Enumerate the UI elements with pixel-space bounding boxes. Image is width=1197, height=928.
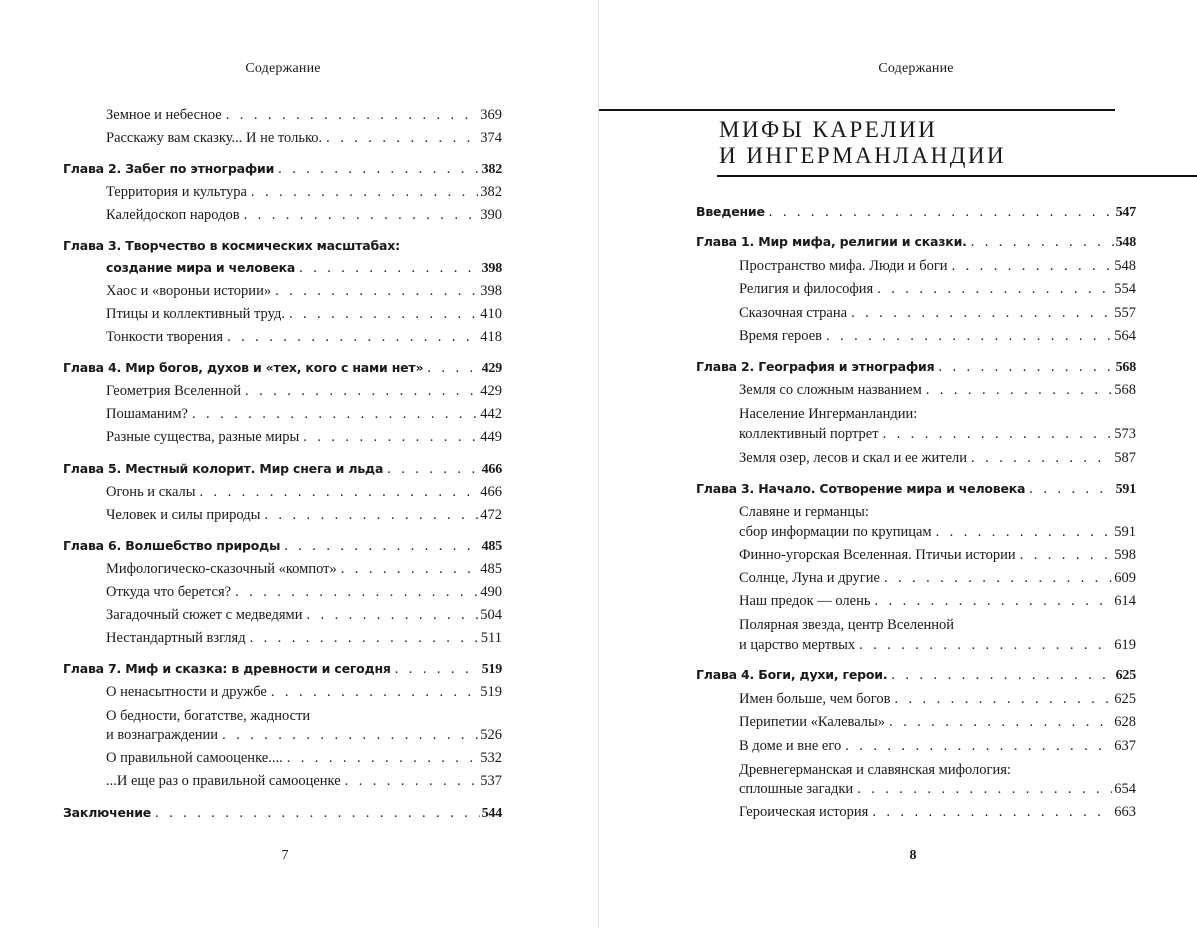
toc-entry[interactable] [106, 684, 502, 706]
toc-page-number: 511 [480, 630, 502, 646]
toc-chapter-title: Глава 1. Мир мифа, религии и сказки. [696, 234, 967, 249]
toc-entry[interactable] [106, 584, 502, 606]
toc-chapter-title: Глава 6. Волшебство природы [63, 538, 281, 553]
leader-dots [345, 773, 479, 790]
page-number: 8 [909, 848, 917, 863]
leader-dots [826, 328, 1112, 345]
leader-dots [287, 750, 479, 767]
toc-entry-title: Религия и философия [739, 281, 874, 297]
toc-chapter-title-continuation: создание мира и человека [106, 260, 296, 275]
toc-entry-title: Солнце, Луна и другие [739, 570, 880, 586]
toc-page-number: 485 [480, 561, 502, 577]
toc-page-number: 398 [480, 283, 502, 299]
toc-entry-title: Финно-угорская Вселенная. Птичьи истории [739, 547, 1016, 563]
toc-entry[interactable] [739, 281, 1136, 303]
leader-dots [884, 570, 1112, 587]
toc-entry-title-continuation: и царство мертвых [739, 637, 856, 653]
toc-page-number: 637 [1114, 738, 1136, 754]
toc-entry[interactable] [739, 637, 1136, 659]
toc-page-number: 544 [481, 806, 502, 821]
toc-entry[interactable] [739, 738, 1136, 760]
toc-chapter-title: Глава 2. География и этнография [696, 359, 935, 374]
page-number: 7 [281, 848, 289, 863]
leader-dots [200, 484, 479, 501]
leader-dots [250, 630, 479, 647]
leader-dots [859, 637, 1112, 654]
toc-page-number: 547 [1115, 205, 1136, 220]
toc-page-number: 519 [481, 662, 502, 677]
toc-chapter-entry[interactable] [696, 234, 1136, 256]
toc-page-number: 557 [1114, 305, 1136, 321]
toc-entry-title: Пошаманим? [106, 406, 188, 422]
toc-chapter-title: Глава 2. Забег по этнографии [63, 161, 275, 176]
toc-entry[interactable] [106, 507, 502, 529]
toc-page-number: 390 [480, 207, 502, 223]
leader-dots [894, 691, 1112, 708]
leader-dots [889, 714, 1112, 731]
toc-entry-title: Время героев [739, 328, 822, 344]
toc-page-number: 418 [480, 329, 502, 345]
toc-entry-title: Имен больше, чем богов [739, 691, 891, 707]
toc-page-number: 548 [1115, 235, 1136, 250]
toc-entry-title: Хаос и «вороньи истории» [106, 283, 272, 299]
toc-entry-title: Геометрия Вселенной [106, 383, 242, 399]
toc-entry[interactable] [106, 561, 502, 583]
title-rule-top [599, 109, 1115, 111]
leader-dots [874, 593, 1112, 610]
toc-entry-title: Расскажу вам сказку... И не только. [106, 130, 323, 146]
toc-entry[interactable] [739, 804, 1136, 826]
toc-page-number: 382 [480, 184, 502, 200]
leader-dots [877, 281, 1112, 298]
toc-entry-title[interactable]: О бедности, богатстве, жадности [106, 708, 311, 724]
toc-entry[interactable] [106, 329, 502, 351]
toc-chapter-entry[interactable] [63, 161, 502, 183]
toc-entry-title: Разные существа, разные миры [106, 429, 300, 445]
toc-entry[interactable] [106, 383, 502, 405]
toc-chapter-entry[interactable] [106, 260, 502, 282]
toc-entry[interactable] [739, 426, 1136, 448]
toc-entry[interactable] [106, 727, 502, 749]
leader-dots [264, 507, 478, 524]
leader-dots [155, 805, 480, 822]
toc-entry-title-continuation: коллективный портрет [739, 426, 879, 442]
toc-entry[interactable] [739, 593, 1136, 615]
leader-dots [299, 260, 479, 277]
toc-entry-title: Сказочная страна [739, 305, 848, 321]
toc-page-number: 609 [1114, 570, 1136, 586]
leader-dots [289, 306, 478, 323]
toc-page-number: 504 [480, 607, 502, 623]
toc-entry-title: О ненасытности и дружбе [106, 684, 267, 700]
book-title-line-1: МИФЫ КАРЕЛИИ [719, 117, 938, 142]
toc-entry-title-continuation: и вознаграждении [106, 727, 219, 743]
toc-chapter-entry[interactable] [696, 204, 1136, 226]
toc-chapter-entry[interactable] [63, 461, 502, 483]
leader-dots [1029, 481, 1113, 498]
right-page [599, 0, 1197, 928]
toc-entry-title: Земное и небесное [106, 107, 222, 123]
toc-chapter-entry[interactable] [63, 538, 502, 560]
toc-entry[interactable] [739, 547, 1136, 569]
toc-page-number: 568 [1114, 382, 1136, 398]
toc-page-number: 429 [480, 383, 502, 399]
leader-dots [284, 538, 479, 555]
leader-dots [307, 607, 479, 624]
leader-dots [275, 283, 478, 300]
leader-dots [235, 584, 478, 601]
toc-chapter-entry[interactable] [63, 661, 502, 683]
toc-entry-title: Человек и силы природы [106, 507, 261, 523]
toc-entry-title: Героическая история [739, 804, 869, 820]
toc-chapter-title: Глава 5. Местный колорит. Мир снега и льда [63, 461, 384, 476]
leader-dots [926, 382, 1113, 399]
toc-entry-title-continuation: сбор информации по крупицам [739, 524, 932, 540]
toc-page-number: 449 [480, 429, 502, 445]
leader-dots [936, 524, 1113, 541]
toc-page-number: 369 [480, 107, 502, 123]
toc-chapter-title: Глава 3. Начало. Сотворение мира и человека [696, 481, 1026, 496]
toc-page-number: 537 [480, 773, 502, 789]
running-head: Содержание [245, 61, 321, 76]
toc-entry-title: Территория и культура [106, 184, 247, 200]
leader-dots [192, 406, 478, 423]
toc-page-number: 628 [1114, 714, 1136, 730]
toc-entry-title-continuation: сплошные загадки [739, 781, 854, 797]
toc-page-number: 625 [1115, 668, 1136, 683]
toc-entry[interactable] [739, 524, 1136, 546]
toc-entry[interactable] [739, 328, 1136, 350]
toc-page-number: 614 [1114, 593, 1136, 609]
leader-dots [971, 450, 1112, 467]
toc-entry[interactable] [106, 107, 502, 129]
toc-page-number: 532 [480, 750, 502, 766]
toc-entry-title: Земля озер, лесов и скал и ее жители [739, 450, 968, 466]
toc-chapter-title[interactable]: Глава 3. Творчество в космических масштабах: [63, 238, 400, 253]
toc-page-number: 382 [481, 162, 502, 177]
toc-chapter-entry[interactable] [696, 667, 1136, 689]
toc-entry[interactable] [106, 429, 502, 451]
toc-page-number: 466 [480, 484, 502, 500]
leader-dots [271, 684, 478, 701]
toc-page-number: 490 [480, 584, 502, 600]
toc-page-number: 587 [1114, 450, 1136, 466]
leader-dots [341, 561, 479, 578]
leader-dots [278, 161, 479, 178]
leader-dots [222, 727, 478, 744]
toc-page-number: 442 [480, 406, 502, 422]
toc-entry-title: Наш предок — олень [739, 593, 871, 609]
toc-page-number: 466 [481, 462, 502, 477]
toc-entry[interactable] [106, 184, 502, 206]
toc-entry-title: Калейдоскоп народов [106, 207, 240, 223]
toc-page-number: 374 [480, 130, 502, 146]
leader-dots [251, 184, 478, 201]
toc-page-number: 568 [1115, 360, 1136, 375]
toc-entry[interactable] [106, 283, 502, 305]
toc-entry[interactable] [739, 691, 1136, 713]
toc-entry[interactable] [739, 305, 1136, 327]
leader-dots [326, 130, 478, 147]
toc-page-number: 526 [480, 727, 502, 743]
toc-entry-title: Птицы и коллективный труд. [106, 306, 285, 322]
toc-chapter-entry[interactable] [696, 481, 1136, 503]
toc-entry[interactable] [106, 750, 502, 772]
toc-page-number: 429 [481, 361, 502, 376]
toc-entry-title[interactable]: Полярная звезда, центр Вселенной [739, 617, 955, 633]
toc-chapter-title: Глава 4. Мир богов, духов и «тех, кого с нами нет» [63, 360, 424, 375]
toc-entry[interactable] [106, 306, 502, 328]
leader-dots [245, 383, 478, 400]
toc-page-number: 619 [1114, 637, 1136, 653]
toc-page-number: 548 [1114, 258, 1136, 274]
left-page [0, 0, 598, 928]
leader-dots [872, 804, 1112, 821]
toc-entry[interactable] [106, 406, 502, 428]
leader-dots [1020, 547, 1113, 564]
toc-entry[interactable] [739, 258, 1136, 280]
leader-dots [226, 107, 479, 124]
toc-page-number: 472 [480, 507, 502, 523]
leader-dots [857, 781, 1112, 798]
toc-page-number: 398 [481, 261, 502, 276]
toc-chapter-entry[interactable] [63, 360, 502, 382]
toc-page-number: 519 [480, 684, 502, 700]
toc-entry-title: Земля со сложным названием [739, 382, 922, 398]
leader-dots [387, 461, 479, 478]
toc-entry[interactable] [106, 630, 502, 652]
leader-dots [938, 359, 1113, 376]
leader-dots [891, 667, 1113, 684]
toc-entry[interactable] [106, 130, 502, 152]
book-title-line-2: И ИНГЕРМАНЛАНДИИ [719, 143, 1007, 168]
toc-chapter-title: Введение [696, 204, 765, 219]
toc-entry-title: Огонь и скалы [106, 484, 196, 500]
toc-entry-title[interactable]: Древнегерманская и славянская мифология: [739, 762, 1011, 778]
toc-entry[interactable] [106, 484, 502, 506]
toc-page-number: 654 [1114, 781, 1136, 797]
toc-entry[interactable] [106, 773, 502, 795]
toc-entry-title: Загадочный сюжет с медведями [106, 607, 303, 623]
leader-dots [971, 234, 1114, 251]
toc-entry-title: Откуда что берется? [106, 584, 232, 600]
toc-chapter-entry[interactable] [696, 359, 1136, 381]
leader-dots [427, 360, 479, 377]
toc-entry-title: Перипетии «Калевалы» [739, 714, 886, 730]
toc-page-number: 598 [1114, 547, 1136, 563]
toc-entry[interactable] [739, 781, 1136, 803]
toc-chapter-title: Заключение [63, 805, 152, 820]
title-rule-bottom [717, 175, 1197, 177]
toc-page-number: 485 [481, 539, 502, 554]
toc-entry[interactable] [739, 382, 1136, 404]
toc-entry-title: ...И еще раз о правильной самооценке [106, 773, 341, 789]
toc-page-number: 591 [1114, 524, 1136, 540]
toc-entry-title: О правильной самооценке.... [106, 750, 283, 766]
toc-page-number: 554 [1114, 281, 1136, 297]
toc-chapter-title: Глава 7. Миф и сказка: в древности и сегодня [63, 661, 391, 676]
leader-dots [845, 738, 1112, 755]
leader-dots [883, 426, 1113, 443]
toc-entry[interactable] [739, 714, 1136, 736]
toc-entry[interactable] [106, 607, 502, 629]
leader-dots [952, 258, 1113, 275]
leader-dots [851, 305, 1112, 322]
running-head: Содержание [878, 61, 954, 76]
toc-entry-title: В доме и вне его [739, 738, 842, 754]
leader-dots [244, 207, 479, 224]
leader-dots [769, 204, 1114, 221]
toc-chapter-title: Глава 4. Боги, духи, герои. [696, 667, 888, 682]
toc-page-number: 663 [1114, 804, 1136, 820]
leader-dots [303, 429, 478, 446]
toc-page-number: 564 [1114, 328, 1136, 344]
toc-chapter-entry[interactable] [63, 805, 502, 827]
toc-page-number: 573 [1114, 426, 1136, 442]
toc-entry-title: Тонкости творения [106, 329, 224, 345]
toc-page-number: 410 [480, 306, 502, 322]
leader-dots [227, 329, 478, 346]
leader-dots [395, 661, 480, 678]
toc-entry-title: Нестандартный взгляд [106, 630, 246, 646]
toc-entry-title: Пространство мифа. Люди и боги [739, 258, 948, 274]
toc-entry[interactable] [106, 207, 502, 229]
toc-page-number: 591 [1115, 482, 1136, 497]
toc-entry-title[interactable]: Население Ингерманландии: [739, 406, 918, 422]
toc-entry[interactable] [739, 450, 1136, 472]
toc-entry-title[interactable]: Славяне и германцы: [739, 504, 869, 520]
toc-entry-title: Мифологическо-сказочный «компот» [106, 561, 337, 577]
toc-page-number: 625 [1114, 691, 1136, 707]
toc-entry[interactable] [739, 570, 1136, 592]
